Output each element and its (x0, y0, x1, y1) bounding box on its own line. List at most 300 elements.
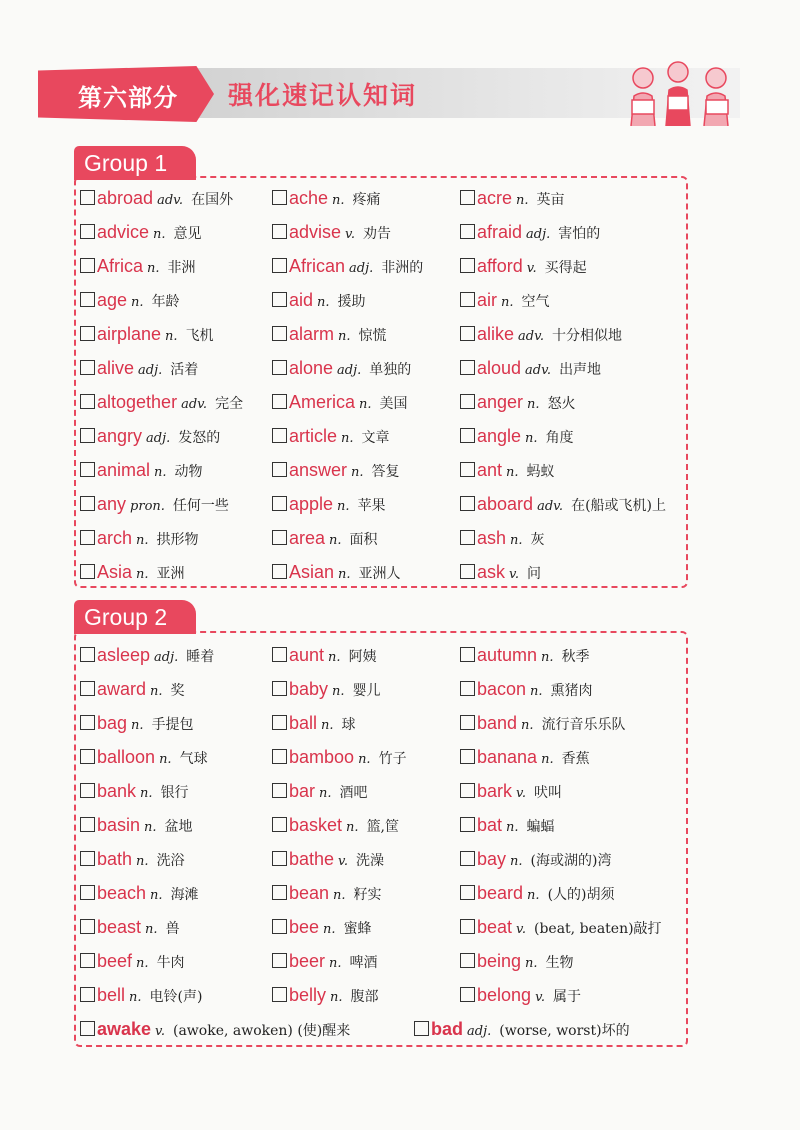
part-of-speech: adj. (337, 363, 362, 378)
checkbox[interactable] (272, 817, 287, 832)
part-label: 第六部分 (78, 84, 178, 112)
meaning: 竹子 (378, 751, 407, 767)
checkbox[interactable] (460, 496, 475, 511)
vocab-entry (272, 460, 400, 481)
part-of-speech: n. (501, 295, 514, 310)
checkbox[interactable] (460, 326, 475, 341)
part-of-speech: n. (144, 820, 157, 835)
checkbox[interactable] (80, 190, 95, 205)
checkbox[interactable] (460, 715, 475, 730)
part-of-speech: n. (525, 956, 538, 971)
vocab-word: bacon (477, 679, 527, 699)
checkbox[interactable] (80, 953, 95, 968)
meaning: 洗浴 (156, 853, 185, 869)
checkbox[interactable] (272, 919, 287, 934)
vocab-word: bamboo (289, 747, 355, 767)
meaning: 任何一些 (172, 498, 229, 514)
vocab-entry (80, 188, 233, 209)
part-of-speech: n. (351, 465, 364, 480)
meaning: 非洲 (167, 260, 196, 276)
part-of-speech: n. (338, 567, 351, 582)
meaning: 蜜蜂 (343, 921, 372, 937)
vocab-word: aunt (289, 645, 325, 665)
part-of-speech: n. (319, 786, 332, 801)
vocab-entry (460, 849, 611, 870)
checkbox[interactable] (460, 360, 475, 375)
part-of-speech: n. (129, 990, 142, 1005)
vocab-entry (460, 222, 600, 243)
vocab-entry (272, 747, 407, 768)
part-of-speech: n. (140, 786, 153, 801)
part-of-speech: n. (338, 329, 351, 344)
vocab-entry (80, 222, 202, 243)
vocab-word: asleep (97, 645, 151, 665)
vocab-word: America (289, 392, 356, 412)
meaning: 意见 (173, 226, 202, 242)
meaning: (beat, beaten)敲打 (533, 921, 662, 937)
vocab-entry (460, 645, 590, 666)
vocab-entry (80, 528, 199, 549)
part-of-speech: v. (509, 567, 519, 582)
checkbox[interactable] (272, 190, 287, 205)
part-of-speech: adv. (537, 499, 564, 514)
part-of-speech: pron. (130, 499, 165, 514)
meaning: 香蕉 (561, 751, 590, 767)
vocab-word: angry (97, 426, 143, 446)
vocab-word: Asia (97, 562, 133, 582)
checkbox[interactable] (460, 919, 475, 934)
checkbox[interactable] (414, 1021, 429, 1036)
checkbox[interactable] (460, 462, 475, 477)
vocab-word: bath (97, 849, 133, 869)
meaning: 出声地 (559, 362, 602, 378)
meaning: 电铃(声) (149, 989, 203, 1005)
checkbox[interactable] (80, 530, 95, 545)
vocab-word: beach (97, 883, 147, 903)
checkbox[interactable] (80, 919, 95, 934)
checkbox[interactable] (460, 394, 475, 409)
meaning: (worse, worst)坏的 (499, 1023, 630, 1039)
part-of-speech: n. (150, 684, 163, 699)
checkbox[interactable] (272, 462, 287, 477)
vocab-entry (80, 883, 199, 904)
checkbox[interactable] (80, 224, 95, 239)
vocab-word: anger (477, 392, 524, 412)
part-of-speech: n. (541, 650, 554, 665)
vocab-entry (460, 256, 587, 277)
vocab-entry (460, 883, 615, 904)
vocab-entry (272, 679, 381, 700)
reading-kids-illustration-icon (598, 56, 748, 126)
vocab-word: altogether (97, 392, 178, 412)
checkbox[interactable] (272, 564, 287, 579)
vocab-entry (80, 358, 198, 379)
vocab-word: alike (477, 324, 515, 344)
meaning: 文章 (361, 430, 390, 446)
checkbox[interactable] (80, 326, 95, 341)
vocab-entry (80, 815, 193, 836)
vocab-entry (80, 747, 208, 768)
vocab-entry (460, 917, 662, 938)
meaning: 气球 (179, 751, 208, 767)
meaning: 牛肉 (156, 955, 185, 971)
vocab-entry (272, 222, 391, 243)
checkbox[interactable] (272, 715, 287, 730)
part-of-speech: adj. (526, 227, 551, 242)
part-of-speech: n. (341, 431, 354, 446)
meaning: 亚洲人 (358, 566, 401, 582)
part-of-speech: n. (332, 193, 345, 208)
part-of-speech: n. (527, 888, 540, 903)
part-of-speech: n. (330, 990, 343, 1005)
vocab-word: beat (477, 917, 513, 937)
vocab-entry (460, 985, 581, 1006)
vocab-entry (272, 917, 372, 938)
checkbox[interactable] (460, 851, 475, 866)
vocab-word: alarm (289, 324, 335, 344)
checkbox[interactable] (272, 394, 287, 409)
vocab-word: awake (97, 1019, 152, 1039)
vocab-entry (460, 392, 576, 413)
meaning: 婴儿 (352, 683, 381, 699)
part-of-speech: n. (506, 820, 519, 835)
vocab-entry (460, 358, 601, 379)
part-of-speech: n. (317, 295, 330, 310)
group-1-tab: Group 1 (74, 146, 196, 180)
part-of-speech: n. (136, 567, 149, 582)
vocab-word: African (289, 256, 346, 276)
vocab-entry (80, 290, 180, 311)
checkbox[interactable] (80, 715, 95, 730)
checkbox[interactable] (80, 462, 95, 477)
vocab-word: bar (289, 781, 316, 801)
meaning: 腹部 (350, 989, 379, 1005)
vocab-entry (272, 256, 423, 277)
meaning: 蚂蚁 (526, 464, 555, 480)
vocab-word: advice (97, 222, 150, 242)
vocab-word: abroad (97, 188, 154, 208)
checkbox[interactable] (272, 851, 287, 866)
checkbox[interactable] (80, 496, 95, 511)
vocab-entry (460, 679, 593, 700)
part-of-speech: adj. (138, 363, 163, 378)
vocab-entry (460, 815, 555, 836)
vocab-entry (80, 562, 185, 583)
checkbox[interactable] (272, 953, 287, 968)
part-of-speech: n. (136, 854, 149, 869)
vocab-entry (460, 528, 545, 549)
vocab-word: area (289, 528, 326, 548)
meaning: 在(船或飞机)上 (571, 498, 667, 514)
meaning: 发怒的 (178, 430, 221, 446)
checkbox[interactable] (460, 292, 475, 307)
vocab-word: bark (477, 781, 513, 801)
checkbox[interactable] (460, 817, 475, 832)
checkbox[interactable] (80, 987, 95, 1002)
meaning: 亚洲 (156, 566, 185, 582)
checkbox[interactable] (80, 851, 95, 866)
vocab-entry (272, 713, 356, 734)
checkbox[interactable] (272, 681, 287, 696)
vocab-word: animal (97, 460, 151, 480)
meaning: 吠叫 (533, 785, 562, 801)
meaning: 银行 (160, 785, 189, 801)
checkbox[interactable] (460, 987, 475, 1002)
meaning: 单独的 (369, 362, 412, 378)
checkbox[interactable] (80, 783, 95, 798)
vocab-word: bad (431, 1019, 464, 1039)
vocab-word: basket (289, 815, 343, 835)
meaning: (人的)胡须 (547, 887, 615, 903)
vocab-entry (460, 747, 590, 768)
part-of-speech: n. (165, 329, 178, 344)
vocab-word: balloon (97, 747, 156, 767)
part-of-speech: n. (358, 752, 371, 767)
part-of-speech: n. (154, 465, 167, 480)
part-of-speech: adv. (525, 363, 552, 378)
checkbox[interactable] (460, 224, 475, 239)
checkbox[interactable] (460, 749, 475, 764)
meaning: 飞机 (185, 328, 214, 344)
vocab-word: bean (289, 883, 330, 903)
vocab-word: ball (289, 713, 318, 733)
section-title: 强化速记认知词 (228, 81, 418, 110)
vocab-entry (460, 951, 574, 972)
vocab-word: beer (289, 951, 326, 971)
checkbox[interactable] (80, 681, 95, 696)
meaning: 完全 (215, 396, 244, 412)
vocab-word: bee (289, 917, 320, 937)
checkbox[interactable] (80, 885, 95, 900)
part-of-speech: n. (323, 922, 336, 937)
meaning: 非洲的 (381, 260, 424, 276)
vocab-entry (460, 494, 666, 515)
vocab-entry (460, 713, 626, 734)
checkbox[interactable] (272, 530, 287, 545)
vocab-word: bell (97, 985, 126, 1005)
checkbox[interactable] (460, 885, 475, 900)
checkbox[interactable] (272, 647, 287, 662)
vocab-entry (272, 392, 408, 413)
part-of-speech: n. (333, 888, 346, 903)
vocab-word: bag (97, 713, 128, 733)
meaning: 劝告 (362, 226, 391, 242)
vocab-entry (272, 358, 411, 379)
checkbox[interactable] (80, 360, 95, 375)
vocab-entry (460, 781, 562, 802)
vocab-word: band (477, 713, 518, 733)
meaning: 角度 (545, 430, 574, 446)
vocab-word: afford (477, 256, 523, 276)
checkbox[interactable] (272, 428, 287, 443)
vocab-entry (80, 426, 220, 447)
checkbox[interactable] (272, 987, 287, 1002)
checkbox[interactable] (272, 496, 287, 511)
vocab-word: baby (289, 679, 329, 699)
vocab-entry (80, 679, 185, 700)
part-of-speech: n. (329, 956, 342, 971)
checkbox[interactable] (460, 428, 475, 443)
part-of-speech: n. (506, 465, 519, 480)
checkbox[interactable] (80, 258, 95, 273)
checkbox[interactable] (272, 783, 287, 798)
vocab-entry (460, 426, 574, 447)
vocab-word: ant (477, 460, 503, 480)
checkbox[interactable] (80, 749, 95, 764)
checkbox[interactable] (460, 530, 475, 545)
meaning: 属于 (553, 989, 581, 1005)
vocab-word: advise (289, 222, 342, 242)
checkbox[interactable] (460, 681, 475, 696)
part-of-speech: n. (321, 718, 334, 733)
meaning: 十分相似地 (552, 328, 623, 344)
meaning: 惊慌 (358, 328, 387, 344)
vocab-word: belly (289, 985, 327, 1005)
vocab-word: award (97, 679, 147, 699)
checkbox[interactable] (272, 326, 287, 341)
meaning: 兽 (165, 921, 180, 937)
vocab-entry (80, 951, 185, 972)
meaning: 动物 (174, 464, 203, 480)
vocab-entry (272, 951, 378, 972)
vocab-entry (272, 781, 368, 802)
checkbox[interactable] (80, 428, 95, 443)
vocab-word: bank (97, 781, 137, 801)
part-of-speech: adv. (518, 329, 545, 344)
checkbox[interactable] (460, 564, 475, 579)
vocab-word: apple (289, 494, 334, 514)
checkbox[interactable] (272, 258, 287, 273)
part-of-speech: n. (530, 684, 543, 699)
part-of-speech: v. (338, 854, 348, 869)
vocab-word: answer (289, 460, 348, 480)
part-of-speech: n. (136, 533, 149, 548)
vocab-word: beef (97, 951, 133, 971)
meaning: 啤酒 (349, 955, 378, 971)
vocab-word: bathe (289, 849, 335, 869)
vocab-entry (80, 460, 203, 481)
meaning: 在国外 (191, 192, 234, 208)
checkbox[interactable] (272, 749, 287, 764)
meaning: 篮,筐 (366, 819, 400, 835)
checkbox[interactable] (460, 190, 475, 205)
part-of-speech: n. (521, 718, 534, 733)
part-of-speech: v. (155, 1024, 165, 1039)
meaning: 灰 (530, 532, 545, 548)
meaning: (awoke, awoken) (使)醒来 (172, 1023, 351, 1039)
checkbox[interactable] (272, 885, 287, 900)
meaning: 空气 (521, 294, 550, 310)
meaning: 买得起 (544, 260, 587, 276)
meaning: 蝙蝠 (526, 819, 555, 835)
group-2-tab: Group 2 (74, 600, 196, 634)
vocab-entry (80, 781, 189, 802)
vocab-word: afraid (477, 222, 523, 242)
vocab-word: aloud (477, 358, 522, 378)
vocab-word: belong (477, 985, 532, 1005)
vocab-entry (272, 426, 390, 447)
vocab-entry (272, 815, 399, 836)
checkbox[interactable] (460, 647, 475, 662)
meaning: 盆地 (164, 819, 193, 835)
meaning: 害怕的 (558, 226, 601, 242)
part-of-speech: n. (332, 684, 345, 699)
meaning: 球 (341, 717, 356, 733)
part-of-speech: n. (136, 956, 149, 971)
checkbox[interactable] (272, 292, 287, 307)
meaning: 答复 (371, 464, 400, 480)
part-of-speech: v. (516, 922, 526, 937)
vocab-entry (460, 188, 565, 209)
part-of-speech: n. (337, 499, 350, 514)
vocab-entry (272, 290, 366, 311)
part-of-speech: v. (526, 261, 537, 276)
vocab-word: banana (477, 747, 538, 767)
checkbox[interactable] (272, 360, 287, 375)
vocab-word: any (97, 494, 127, 514)
vocab-word: beard (477, 883, 524, 903)
vocab-word: article (289, 426, 338, 446)
part-of-speech: n. (159, 752, 172, 767)
part-of-speech: v. (516, 786, 526, 801)
meaning: 奖 (170, 683, 185, 699)
meaning: 疼痛 (352, 192, 381, 208)
part-of-speech: n. (510, 854, 523, 869)
vocab-entry (80, 985, 202, 1006)
part-of-speech: n. (328, 650, 341, 665)
vocab-word: aboard (477, 494, 534, 514)
checkbox[interactable] (80, 564, 95, 579)
vocab-word: age (97, 290, 128, 310)
vocab-entry (80, 324, 214, 345)
part-of-speech: adj. (154, 650, 179, 665)
vocab-word: airplane (97, 324, 162, 344)
meaning: 籽实 (353, 887, 382, 903)
meaning: 援助 (337, 294, 366, 310)
meaning: 拱形物 (156, 532, 199, 548)
checkbox[interactable] (80, 292, 95, 307)
vocab-entry (272, 494, 386, 515)
vocab-entry (272, 562, 401, 583)
checkbox[interactable] (272, 224, 287, 239)
meaning: 阿姨 (348, 649, 377, 665)
checkbox[interactable] (80, 1021, 95, 1036)
part-of-speech: v. (345, 227, 355, 242)
meaning: 手提包 (151, 717, 194, 733)
vocab-entry (272, 188, 381, 209)
part-of-speech: adj. (467, 1024, 492, 1039)
meaning: 睡着 (186, 649, 215, 665)
vocab-word: acre (477, 188, 513, 208)
vocab-entry (80, 645, 214, 666)
vocab-entry (272, 849, 384, 870)
vocab-entry (272, 985, 379, 1006)
part-of-speech: n. (516, 193, 529, 208)
vocab-entry (80, 713, 194, 734)
meaning: 怒火 (547, 396, 576, 412)
vocab-word: ache (289, 188, 329, 208)
meaning: 苹果 (357, 498, 386, 514)
checkbox[interactable] (460, 258, 475, 273)
meaning: 问 (526, 566, 541, 582)
checkbox[interactable] (80, 394, 95, 409)
checkbox[interactable] (460, 783, 475, 798)
checkbox[interactable] (80, 817, 95, 832)
part-of-speech: n. (346, 820, 359, 835)
checkbox[interactable] (460, 953, 475, 968)
vocab-entry (460, 460, 555, 481)
checkbox[interactable] (80, 647, 95, 662)
